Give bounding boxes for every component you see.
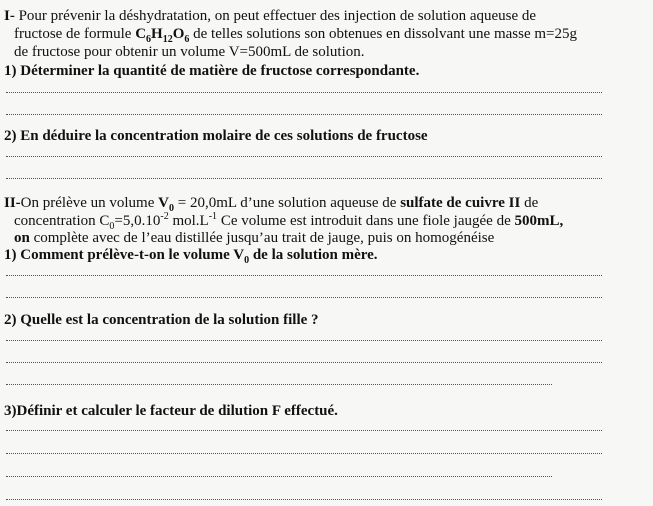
text: d’une solution aqueuse de [236,195,401,211]
part2-line-1 [4,195,647,212]
text: de la solution mère. [249,247,378,263]
formula-c: C [135,26,147,42]
answer-line [6,178,602,179]
text: de [520,195,539,211]
formula-o: O [172,26,185,42]
answer-line [6,430,602,431]
part1-question-2: 2) En déduire la concentration molaire de ces solutions de fructose [4,128,428,144]
text: on [14,230,30,246]
part1-formula-line [14,26,647,43]
c0-sub: 0 [109,221,115,232]
text: fructose de formule [14,26,136,42]
unit-exponent: -1 [208,211,218,222]
answer-line [6,114,602,115]
formula-h-sub: 12 [162,34,173,45]
volume-v0 [158,195,174,214]
answer-line [6,453,602,454]
text: de fructose pour obtenir un volume [14,44,229,60]
formula-o-sub: 6 [184,34,190,45]
part2-line-3 [14,230,647,247]
formula-h: H [151,26,163,42]
answer-line [6,297,602,298]
answer-line [6,384,552,385]
v0-value: = 20,0mL [173,195,237,211]
answer-line [6,499,602,500]
answer-line [6,340,602,341]
part1-label: I- [4,8,15,24]
part2-question-1 [4,247,647,264]
text: complète avec de l’eau distillée jusqu’au trait de jauge, puis on homogénéise [29,230,495,246]
v0-sub: 0 [168,203,174,214]
answer-line [6,362,602,363]
v0-sub: 0 [244,255,250,266]
part2-question-2: 2) Quelle est la concentration de la solution fille ? [4,312,319,328]
v0-symbol: V [158,195,169,211]
c0-exponent: -2 [160,211,169,222]
text: 1) Comment prélève-t-on le volume V [4,247,245,263]
part1-question-1: 1) Déterminer la quantité de matière de fructose correspondante. [4,63,420,79]
formula-c-sub: 6 [146,34,152,45]
text: de telles solutions son obtenues en dissolvant une masse [189,26,535,42]
answer-line [6,476,552,477]
part2-question-3: 3)Définir et calculer le facteur de dilution F effectué. [4,403,338,419]
fructose-formula [135,26,190,45]
part1-intro [4,8,647,25]
mass-value: m=25g [534,26,577,42]
answer-line [6,156,602,157]
c0-value: =5,0.10 [114,213,161,229]
flask-volume: 500mL, [514,213,564,229]
part2-label: II- [4,195,21,211]
text: Ce volume est introduit dans une fiole jaugée de [217,213,515,229]
c0-symbol: C [99,213,110,229]
part1-volume-line [14,44,647,61]
text: concentration [14,213,100,229]
text: On prélève un volume [20,195,159,211]
part2-line-2 [14,213,647,230]
text: de solution. [290,44,365,60]
part1-intro-text: Pour prévenir la déshydratation, on peut effectuer des injection de solution aqueuse de [14,8,537,24]
volume-value: V=500mL [228,44,291,60]
unit: mol.L [168,213,209,229]
answer-line [6,275,602,276]
solute-name: sulfate de cuivre II [400,195,521,211]
answer-line [6,92,602,93]
